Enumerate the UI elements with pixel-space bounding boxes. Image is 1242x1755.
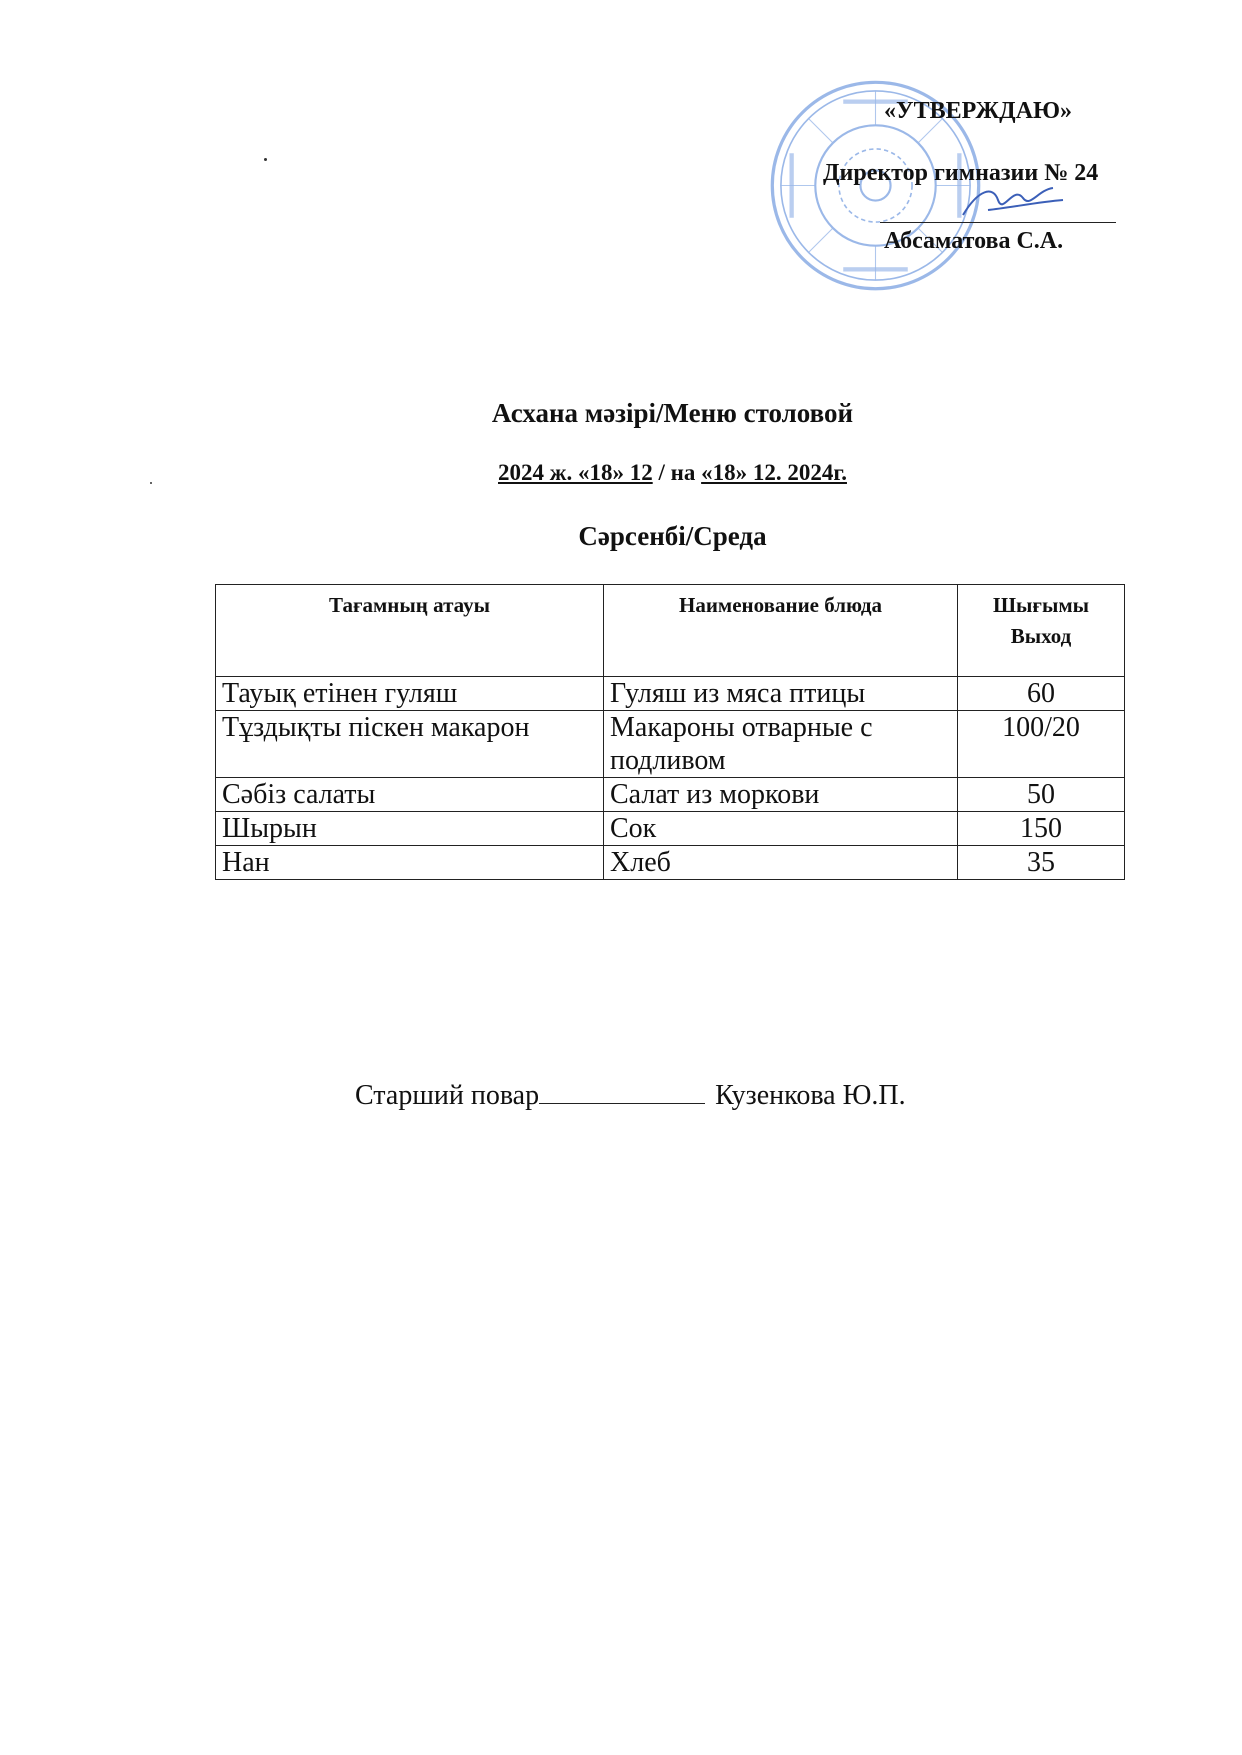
dish-yield: 35 [958,846,1125,880]
signature-line [880,222,1116,223]
table-row [216,846,1125,880]
date-kz: 2024 ж. «18» 12 [498,460,653,485]
dish-name-ru: Макароны отварные с подливом [604,711,958,778]
dish-yield: 100/20 [958,711,1125,778]
dish-name-kz: Тауық етінен гуляш [216,677,604,711]
dish-name-kz: Нан [216,846,604,880]
table-row [216,812,1125,846]
column-header-yield-kz: Шығымы [992,593,1090,617]
weekday: Сәрсенбі/Среда [578,521,767,551]
dish-name-kz: Тұздықты піскен макарон [216,711,604,778]
dish-yield: 50 [958,778,1125,812]
column-header-yield [958,585,1125,677]
approval-title: «УТВЕРЖДАЮ» [884,98,1073,124]
dish-name-kz: Сәбіз салаты [216,778,604,812]
dish-name-ru: Хлеб [604,846,958,880]
approval-role: Директор гимназии № 24 [823,160,1099,186]
menu-date [0,460,1242,486]
menu-table [215,584,1125,880]
table-row [216,711,1125,778]
date-separator: / на [652,460,702,485]
column-header-yield-ru: Выход [1010,624,1072,648]
dish-name-ru: Гуляш из мяса птицы [604,677,958,711]
footer-signoff [355,1077,906,1112]
dish-yield: 60 [958,677,1125,711]
column-header-kz: Тағамның атауы [216,585,604,677]
chef-signature-line [539,1077,705,1104]
chef-name: Кузенкова Ю.П. [715,1080,906,1111]
date-ru: «18» 12. 2024г. [701,460,847,485]
menu-title: Асхана мәзірі/Меню столовой [491,398,854,428]
dish-name-kz: Шырын [216,812,604,846]
approval-name: Абсаматова С.А. [884,228,1064,254]
signature-scribble [958,180,1068,225]
dish-name-ru: Сок [604,812,958,846]
table-header-row [216,585,1125,677]
dish-yield: 150 [958,812,1125,846]
chef-role: Старший повар [355,1080,540,1111]
dish-name-ru: Салат из моркови [604,778,958,812]
table-row [216,677,1125,711]
column-header-ru: Наименование блюда [604,585,958,677]
scan-speck [264,158,267,161]
table-row [216,778,1125,812]
